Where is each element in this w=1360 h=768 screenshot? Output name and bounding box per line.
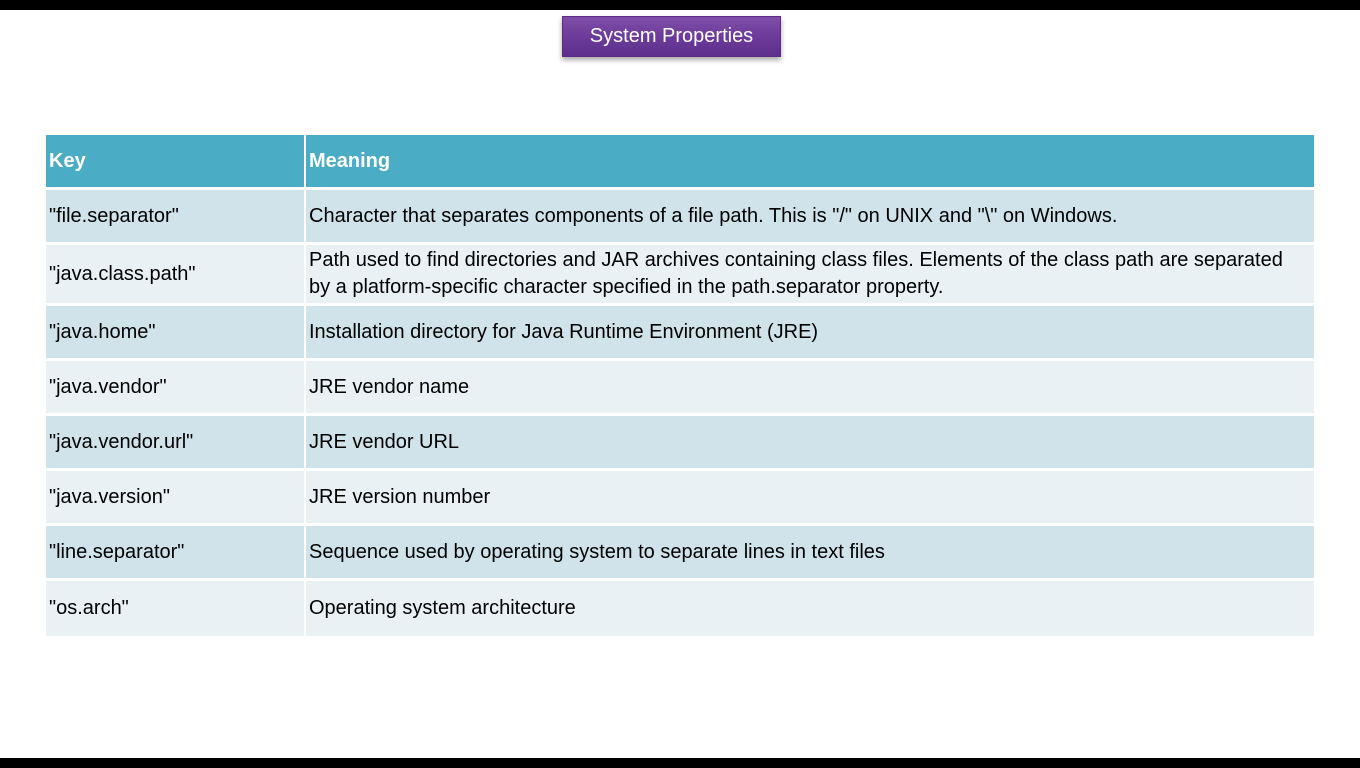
slide-title: System Properties <box>562 16 781 57</box>
key-cell: "java.version" <box>46 471 306 523</box>
slide <box>0 10 1360 758</box>
key-cell: "file.separator" <box>46 190 306 242</box>
key-cell: "line.separator" <box>46 526 306 578</box>
table-row <box>46 306 1314 361</box>
table-row <box>46 526 1314 581</box>
key-cell: "java.vendor.url" <box>46 416 306 468</box>
table-row <box>46 190 1314 245</box>
table-row <box>46 361 1314 416</box>
key-cell: "os.arch" <box>46 581 306 636</box>
meaning-cell: JRE vendor name <box>309 375 470 398</box>
table-row <box>46 581 1314 636</box>
key-cell: "java.vendor" <box>46 361 306 413</box>
table-row <box>46 245 1314 306</box>
meaning-cell: JRE vendor URL <box>309 430 460 453</box>
meaning-cell: JRE version number <box>309 485 491 508</box>
meaning-cell: Operating system architecture <box>309 597 576 619</box>
meaning-cell: Sequence used by operating system to separate lines in text files <box>309 540 885 563</box>
properties-table <box>46 135 1314 636</box>
table-row <box>46 471 1314 526</box>
meaning-cell: Installation directory for Java Runtime Environment (JRE) <box>309 320 819 343</box>
key-cell: "java.home" <box>46 306 306 358</box>
key-cell: "java.class.path" <box>46 245 306 303</box>
header-key: Key <box>46 135 306 187</box>
meaning-cell: Character that separates components of a file path. This is "/" on UNIX and "\" on Windows. <box>309 204 1118 227</box>
table-header-row <box>46 135 1314 190</box>
meaning-cell: Path used to find directories and JAR archives containing class files. Elements of the class path are separated by a platform-specific character specified in the path.separator property. <box>309 249 1283 298</box>
table-row <box>46 416 1314 471</box>
header-meaning: Meaning <box>309 149 391 172</box>
